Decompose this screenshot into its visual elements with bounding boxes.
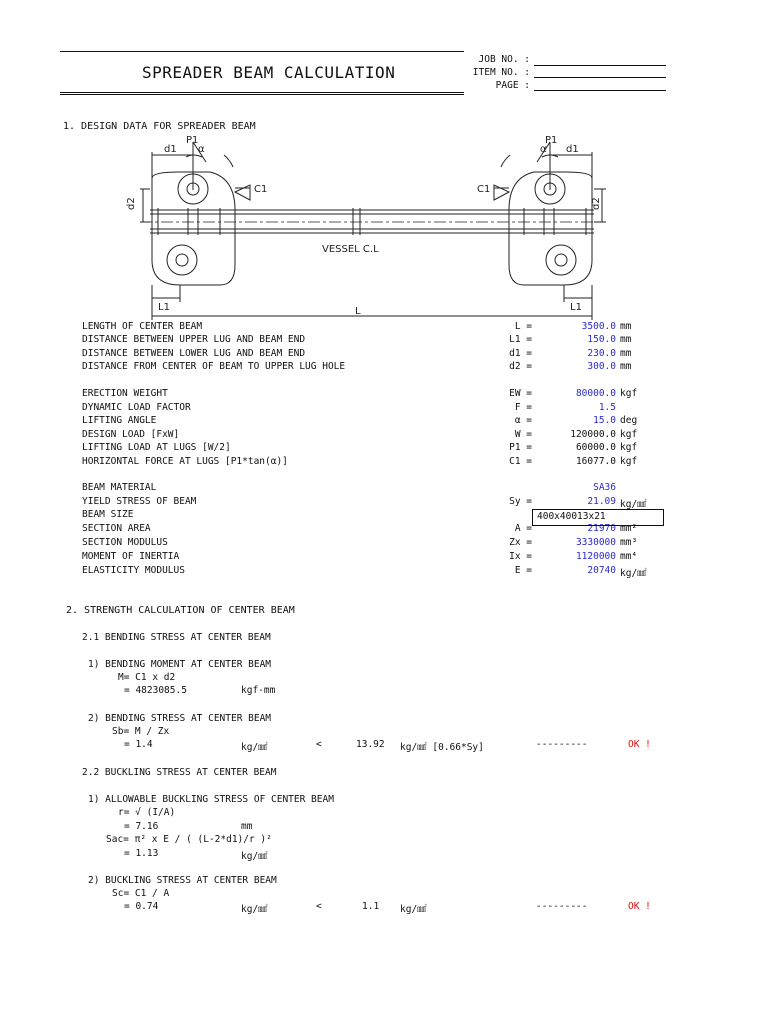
design-row-label: LENGTH OF CENTER BEAM	[82, 321, 203, 332]
design-row-label: BEAM SIZE	[82, 509, 134, 520]
design-row-label: MOMENT OF INERTIA	[82, 551, 180, 562]
design-row-unit: mm	[620, 348, 632, 359]
design-row-label: DISTANCE FROM CENTER OF BEAM TO UPPER LUG HOLE	[82, 361, 346, 372]
buckling-stress-lt: <	[316, 901, 322, 912]
design-row-value: 60000.0	[575, 442, 616, 453]
buckling-stress-ok: OK !	[628, 901, 651, 912]
allow-buckling-title: 1) ALLOWABLE BUCKLING STRESS OF CENTER BEAM	[88, 794, 334, 805]
diagram-d1-left: d1	[164, 144, 177, 155]
design-row-label: DYNAMIC LOAD FACTOR	[82, 402, 191, 413]
design-row-value: 1120000	[575, 551, 616, 562]
design-row-symbol: L1 =	[509, 334, 532, 345]
design-row-value: 20740	[587, 565, 616, 576]
bending-stress-unit: kg/㎟	[241, 742, 268, 753]
page-label: PAGE :	[495, 80, 530, 91]
diagram-l1-left: L1	[158, 302, 170, 313]
buckling-stress-title: 2) BUCKLING STRESS AT CENTER BEAM	[88, 875, 277, 886]
bending-moment-unit: kgf-mm	[241, 685, 276, 696]
radius-result: = 7.16	[124, 821, 159, 832]
item-no-label: ITEM NO. :	[472, 67, 530, 78]
design-row-value: 120000.0	[570, 429, 616, 440]
design-row-unit: deg	[620, 415, 638, 426]
page-title: SPREADER BEAM CALCULATION	[142, 63, 396, 82]
design-row-value: 300.0	[587, 361, 616, 372]
diagram-l-label: L	[355, 306, 361, 317]
design-row-unit: mm	[620, 321, 632, 332]
design-row-label: YIELD STRESS OF BEAM	[82, 496, 197, 507]
design-row-symbol: L =	[514, 321, 532, 332]
buckling-stress-allow-unit: kg/㎟	[400, 904, 427, 915]
design-row-value: SA36	[593, 482, 616, 493]
design-row-unit: mm⁴	[620, 551, 638, 562]
design-row-unit: mm	[620, 334, 632, 345]
design-row-label: HORIZONTAL FORCE AT LUGS [P1*tan(α)]	[82, 456, 288, 467]
design-row-value: 230.0	[587, 348, 616, 359]
design-row-value: 3500.0	[581, 321, 616, 332]
diagram-d2-right: d2	[591, 197, 602, 210]
design-row-symbol: d1 =	[509, 348, 532, 359]
job-no-field	[534, 65, 666, 66]
design-row-label: DISTANCE BETWEEN LOWER LUG AND BEAM END	[82, 348, 306, 359]
sac-formula: Sac= π² x E / ( (L-2*d1)/r )²	[106, 834, 272, 845]
subsection-2-1: 2.1 BENDING STRESS AT CENTER BEAM	[82, 632, 271, 643]
design-row-value: 1.5	[598, 402, 616, 413]
design-row-symbol: Ix =	[509, 551, 532, 562]
design-row-label: SECTION MODULUS	[82, 537, 168, 548]
bending-stress-result: = 1.4	[124, 739, 153, 750]
diagram-c1-right: C1	[477, 184, 491, 195]
design-row-value: 80000.0	[575, 388, 616, 399]
buckling-stress-result: = 0.74	[124, 901, 159, 912]
design-row-unit: kgf	[620, 429, 638, 440]
bending-stress-formula: Sb= M / Zx	[112, 726, 170, 737]
design-row-label: SECTION AREA	[82, 523, 151, 534]
design-row-label: DISTANCE BETWEEN UPPER LUG AND BEAM END	[82, 334, 306, 345]
buckling-stress-formula: Sc= C1 / A	[112, 888, 170, 899]
design-row-unit: mm³	[620, 537, 638, 548]
design-row-unit: mm	[620, 361, 632, 372]
sac-unit: kg/㎟	[241, 851, 268, 862]
design-row-symbol: E =	[514, 565, 532, 576]
design-row-symbol: α =	[514, 415, 532, 426]
design-row-symbol: Sy =	[509, 496, 532, 507]
design-row-symbol: d2 =	[509, 361, 532, 372]
diagram-c1-left: C1	[254, 184, 268, 195]
design-row-symbol: P1 =	[509, 442, 532, 453]
design-row-symbol: F =	[514, 402, 532, 413]
diagram-d2-left: d2	[126, 197, 137, 210]
bending-stress-allow-unit: kg/㎟ [0.66*Sy]	[400, 742, 484, 753]
design-row-unit: kg/㎟	[620, 568, 647, 579]
page-field	[534, 90, 666, 91]
bending-stress-ok: OK !	[628, 739, 651, 750]
design-row-label: ERECTION WEIGHT	[82, 388, 168, 399]
buckling-stress-dash: ---------	[536, 901, 588, 912]
diagram-d1-right: d1	[566, 144, 579, 155]
design-row-symbol: EW =	[509, 388, 532, 399]
bending-moment-result: = 4823085.5	[124, 685, 187, 696]
bending-moment-formula: M= C1 x d2	[118, 672, 176, 683]
diagram-p1-right: P1	[545, 135, 558, 146]
bending-stress-lt: <	[316, 739, 322, 750]
design-row-unit: kgf	[620, 442, 638, 453]
header-bottom-rule-2	[60, 94, 464, 95]
design-row-value: 150.0	[587, 334, 616, 345]
diagram-vessel-label: VESSEL C.L	[322, 244, 379, 255]
design-row-value: 15.0	[593, 415, 616, 426]
radius-unit: mm	[241, 821, 253, 832]
header-top-rule	[60, 51, 464, 52]
item-no-field	[534, 77, 666, 78]
radius-formula: r= √ (I/A)	[118, 807, 176, 818]
diagram-l1-right: L1	[570, 302, 582, 313]
design-row-symbol: W =	[514, 429, 532, 440]
design-row-value: 3330000	[575, 537, 616, 548]
design-row-unit: kgf	[620, 388, 638, 399]
design-row-symbol: A =	[514, 523, 532, 534]
design-row-label: LIFTING ANGLE	[82, 415, 157, 426]
bending-stress-dash: ---------	[536, 739, 588, 750]
design-row-symbol: Zx =	[509, 537, 532, 548]
diagram-alpha-left: α	[198, 144, 205, 155]
spreader-beam-diagram	[126, 130, 610, 320]
design-row-unit: kg/㎟	[620, 499, 647, 510]
design-row-symbol: C1 =	[509, 456, 532, 467]
design-row-label: ELASTICITY MODULUS	[82, 565, 185, 576]
design-row-label: DESIGN LOAD [FxW]	[82, 429, 180, 440]
subsection-2-2: 2.2 BUCKLING STRESS AT CENTER BEAM	[82, 767, 277, 778]
design-row-unit: kgf	[620, 456, 638, 467]
job-no-label: JOB NO. :	[478, 54, 530, 65]
beam-size-field: 400x40013x21	[532, 509, 664, 526]
design-row-unit: mm²	[620, 523, 638, 534]
section2-heading: 2. STRENGTH CALCULATION OF CENTER BEAM	[66, 605, 295, 616]
buckling-stress-unit: kg/㎟	[241, 904, 268, 915]
diagram-p1-left: P1	[186, 135, 199, 146]
sac-result: = 1.13	[124, 848, 159, 859]
bending-moment-title: 1) BENDING MOMENT AT CENTER BEAM	[88, 659, 272, 670]
bending-stress-allow: 13.92	[356, 739, 385, 750]
design-row-value: 21.09	[587, 496, 616, 507]
section1-heading: 1. DESIGN DATA FOR SPREADER BEAM	[63, 121, 256, 132]
diagram-alpha-right: α	[540, 144, 547, 155]
header-bottom-rule	[60, 92, 464, 93]
design-row-value: 16077.0	[575, 456, 616, 467]
buckling-stress-allow: 1.1	[362, 901, 380, 912]
design-row-value: 21970	[587, 523, 616, 534]
design-row-label: BEAM MATERIAL	[82, 482, 157, 493]
design-row-label: LIFTING LOAD AT LUGS [W/2]	[82, 442, 231, 453]
bending-stress-title: 2) BENDING STRESS AT CENTER BEAM	[88, 713, 272, 724]
